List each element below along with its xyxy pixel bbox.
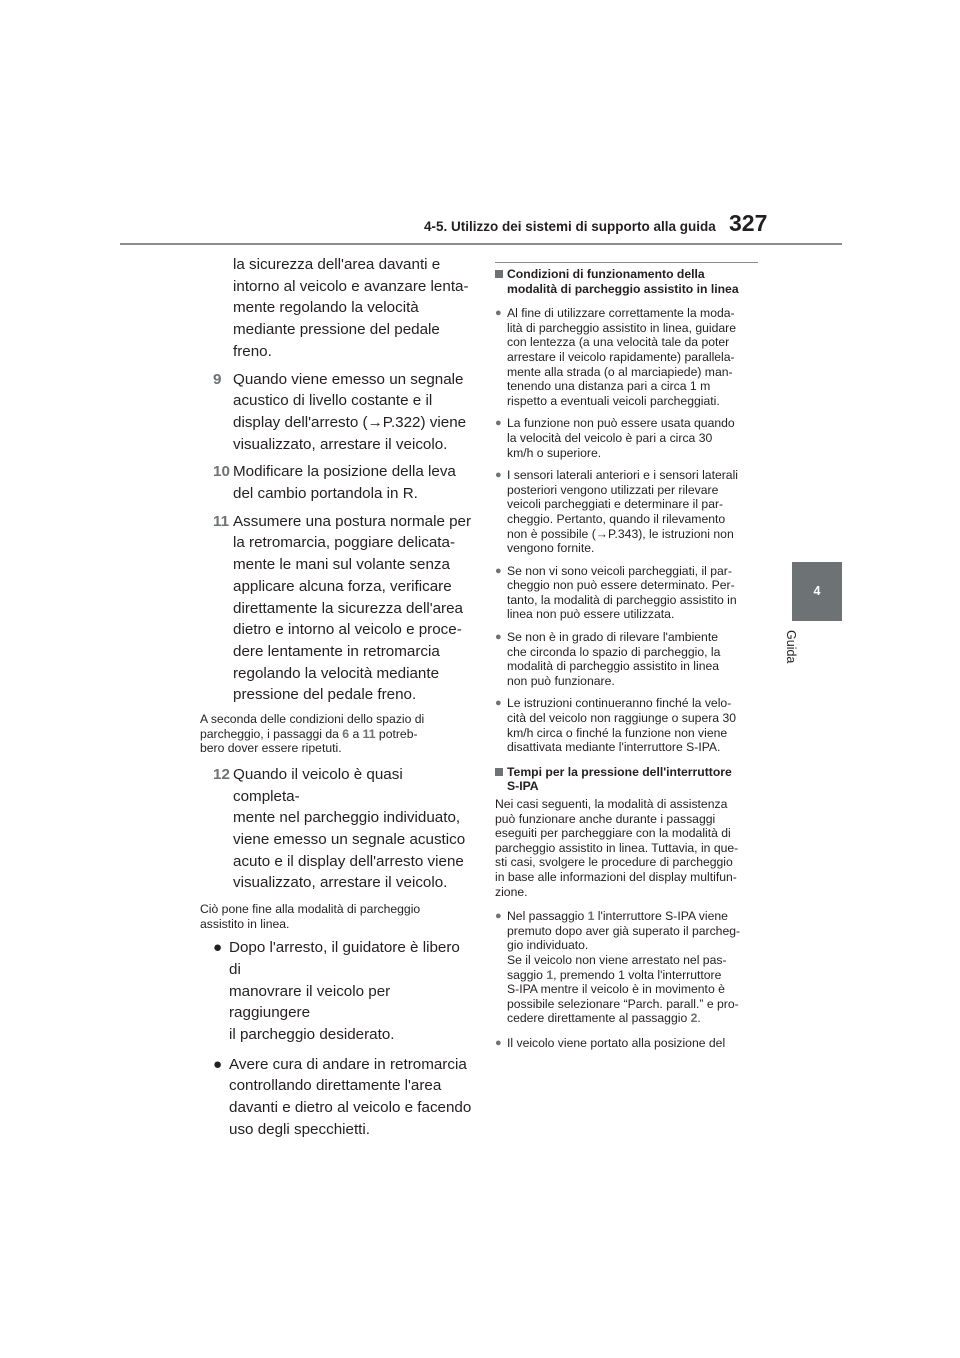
step-number: 9 [213, 370, 222, 388]
bullet-icon: ● [495, 469, 502, 482]
page-number: 327 [729, 210, 768, 236]
left-column [200, 254, 473, 1141]
step-12: 12 Quando il veicolo è quasi completa- mente nel parcheggio individuato, viene emesso un segnale acustico acuto e il display dell'arresto viene visualizzato, arrestare il veicolo. [213, 765, 466, 892]
right-column [495, 262, 758, 1051]
step-10: 10 Modificare la posizione della leva del cambio portandola in R. [213, 463, 456, 503]
bullet-icon: ● [495, 1036, 502, 1049]
step-9: 9 Quando viene emesso un segnale acustico di livello costante e il display dell'arresto (→P.322) viene visualizzato, arrestare il veicolo. [213, 370, 467, 453]
step-number: 11 [213, 512, 230, 530]
section-square-icon [495, 768, 503, 776]
list-item: ● La funzione non può essere usata quando la velocità del veicolo è pari a circa 30 km/h o superiore. [495, 416, 735, 460]
list-item: ● Nel passaggio 1 l'interruttore S-IPA viene premuto dopo aver già superato il parcheg- gio individuato. Se il veicolo non viene arrestato nel pas- saggio 1, premendo 1 volta l'interruttore S-IPA mentre il veicolo è in movimento è possibile selezionare “Parch. parall.” e pro- cedere direttamente al passaggio 2. [495, 909, 741, 1026]
section-heading-operating-conditions: Condizioni di funzionamento della modalità di parcheggio assistito in linea [495, 267, 758, 296]
list-item: ● I sensori laterali anteriori e i sensori laterali posteriori vengono utilizzati per rilevare veicoli parcheggiati e determinare il par- cheggio. Pertanto, quando il rilevamento non è possibile (→P.343), le istruzioni non vengono fornite. [495, 468, 738, 556]
bullet-icon: ● [495, 910, 502, 923]
list-item: ● Al fine di utilizzare correttamente la moda- lità di parcheggio assistito in linea, guidare con lentezza (a una velocità tale da poter arrestare il veicolo rapidamente) parallela- mente alla strada (o al marciapiede) man- tenendo una distanza pari a circa 1 m rispetto a eventuali veicoli parcheggiati. [495, 306, 736, 408]
list-item: ● Il veicolo viene portato alla posizione del [495, 1035, 726, 1050]
bullet-icon: ● [213, 1055, 223, 1073]
list-item: ● Se non è in grado di rilevare l'ambiente che circonda lo spazio di parcheggio, la modalità di parcheggio assistito in linea non può funzionare. [495, 630, 721, 688]
bullet-icon: ● [495, 564, 502, 577]
step-number: 12 [213, 765, 230, 783]
section-paragraph: Nei casi seguenti, la modalità di assistenza può funzionare anche durante i passaggi eseguiti per parcheggiare con la modalità di parcheggio assistito in linea. Tuttavia, in que- sti casi, svolgere le procedure di parcheggio in base alle informazioni del display multifun- zione. [495, 797, 739, 899]
chapter-label: Guida [784, 630, 798, 664]
header-divider [120, 243, 842, 245]
section-divider [495, 262, 758, 263]
list-item: ● Se non vi sono veicoli parcheggiati, il par- cheggio non può essere determinato. Per- tanto, la modalità di parcheggio assistito in linea non può essere utilizzata. [495, 563, 737, 622]
section-heading-switch-timing: Tempi per la pressione dell'interruttore S-IPA [495, 765, 758, 794]
chapter-tab[interactable]: 4 [792, 562, 842, 621]
list-item: ● Dopo l'arresto, il guidatore è libero di manovrare il veicolo per raggiungere il parcheggio desiderato. [213, 939, 460, 1044]
bullet-icon: ● [213, 939, 223, 957]
bullet-icon: ● [495, 307, 502, 320]
step-number: 10 [213, 463, 230, 481]
bullet-icon: ● [495, 417, 502, 430]
bullet-icon: ● [495, 697, 502, 710]
section-square-icon [495, 270, 503, 278]
list-item: ● Avere cura di andare in retromarcia controllando direttamente l'area davanti e dietro al veicolo e facendo uso degli specchietti. [213, 1055, 472, 1138]
step-11: 11 Assumere una postura normale per la retromarcia, poggiare delicata- mente le mani sul volante senza applicare alcuna forza, verificare direttamente la sicurezza dell'area dietro e intorno al veicolo e proce- dere lentamente in retromarcia regolando la velocità mediante pressione del pedale freno. [213, 512, 472, 704]
list-item: ● Le istruzioni continueranno finché la velo- cità del veicolo non raggiunge o supera 30 km/h circa o finché la funzione non viene disattivata mediante l'interruttore S-IPA. [495, 696, 737, 755]
step-continuation: la sicurezza dell'area davanti e intorno al veicolo e avanzare lenta- mente regolando la velocità mediante pressione del pedale freno. [233, 256, 469, 360]
section-header-title: 4-5. Utilizzo dei sistemi di supporto alla guida [424, 219, 716, 234]
end-note: Ciò pone fine alla modalità di parcheggio assistito in linea. [200, 902, 421, 931]
bullet-icon: ● [495, 631, 502, 644]
repeat-steps-note: A seconda delle condizioni dello spazio di parcheggio, i passaggi da 6 a 11 potreb- bero dover essere ripetuti. [200, 712, 425, 756]
